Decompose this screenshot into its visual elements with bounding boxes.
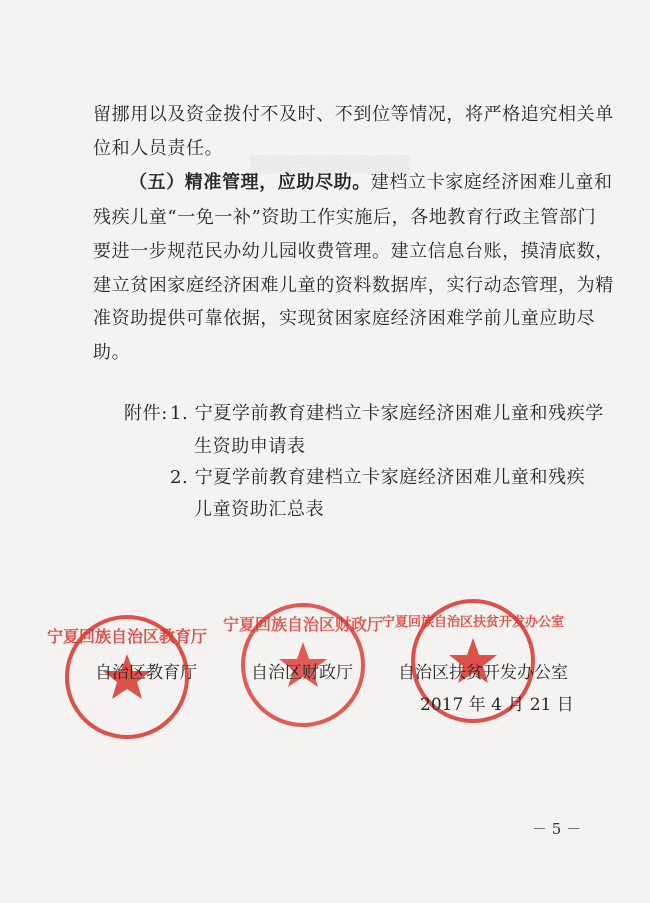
signature-date: 2017 年 4 月 21 日 xyxy=(420,695,574,715)
attachment-1-line-1: 1. 宁夏学前教育建档立卡家庭经济困难儿童和残疾学 xyxy=(170,403,604,424)
body-line-4: 残疾儿童“一免一补”资助工作实施后，各地教育行政主管部门 xyxy=(93,207,597,228)
attachment-1-line-2: 生资助申请表 xyxy=(194,436,306,457)
signature-org-2: 自治区财政厅 xyxy=(251,663,353,683)
body-line-5: 要进一步规范民办幼儿园收费管理。建立信息台账，摸清底数， xyxy=(93,241,614,262)
section-heading: （五）精准管理，应助尽助。 xyxy=(129,172,371,193)
attachments-label: 附件: xyxy=(124,403,168,424)
body-line-2: 位和人员责任。 xyxy=(93,138,224,159)
attachment-2-line-2: 儿童资助汇总表 xyxy=(194,499,325,520)
body-line-8: 助。 xyxy=(93,342,131,363)
svg-text:宁夏回族自治区财政厅: 宁夏回族自治区财政厅 xyxy=(222,615,384,634)
body-line-3 xyxy=(129,172,613,194)
signature-org-3: 自治区扶贫开发办公室 xyxy=(398,663,568,683)
show-through-text: ▒▒▒▒▒▒▒▒▒▒▒▒▒ xyxy=(250,155,410,174)
page-number: － 5 － xyxy=(532,820,582,838)
svg-text:宁夏回族自治区扶贫开发办公室: 宁夏回族自治区扶贫开发办公室 xyxy=(381,615,565,630)
body-line-6: 建立贫困家庭经济困难儿童的资料数据库，实行动态管理，为精 xyxy=(93,275,614,296)
svg-text:宁夏回族自治区教育厅: 宁夏回族自治区教育厅 xyxy=(46,627,208,646)
body-line-3-rest: 建档立卡家庭经济困难儿童和 xyxy=(370,172,613,193)
signature-org-1: 自治区教育厅 xyxy=(95,663,197,683)
body-line-7: 准资助提供可靠依据，实现贫困家庭经济困难学前儿童应助尽 xyxy=(93,308,596,329)
body-line-1: 留挪用以及资金拨付不及时、不到位等情况，将严格追究相关单 xyxy=(93,104,614,125)
attachment-2-line-1: 2. 宁夏学前教育建档立卡家庭经济困难儿童和残疾 xyxy=(170,467,586,488)
